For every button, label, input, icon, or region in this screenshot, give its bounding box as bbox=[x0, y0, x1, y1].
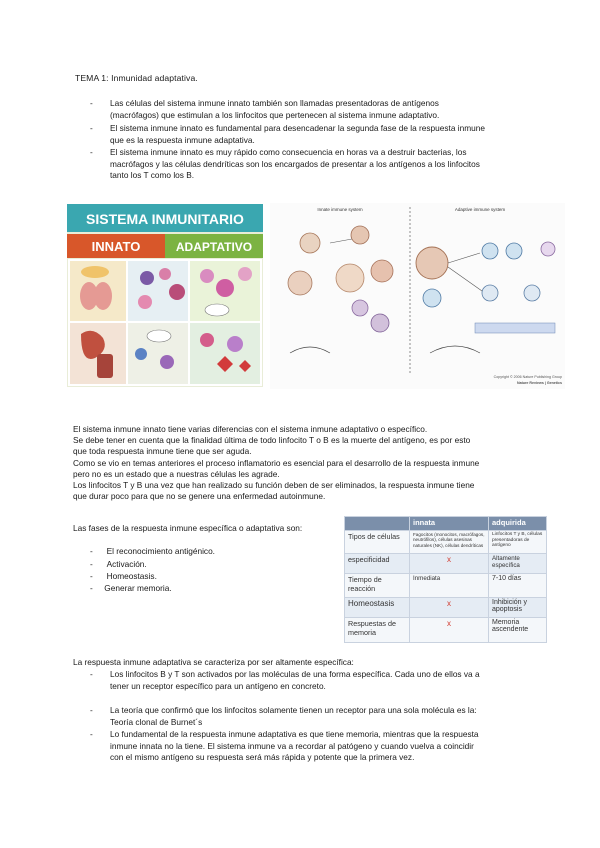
diagram-copyright: Copyright © 2006 Nature Publishing Group bbox=[493, 375, 562, 379]
bullet-dash: - bbox=[90, 705, 93, 715]
bullet-line: El sistema inmune innato es fundamental para desencadenar la segunda fase de la respuesta inmune bbox=[110, 123, 485, 133]
bullet-dash: - bbox=[90, 669, 93, 679]
table-row bbox=[345, 553, 547, 573]
immune-system-figure bbox=[67, 204, 263, 387]
bullet-line: Lo fundamental de la respuesta inmune adaptativa es que tiene memoria, mientras que la respuesta bbox=[110, 729, 479, 739]
phase-item: - Generar memoria. bbox=[90, 583, 172, 593]
final-bullet bbox=[90, 729, 530, 765]
intro-bullet bbox=[90, 123, 530, 147]
table-row-label: Tipos de células bbox=[345, 531, 410, 554]
bullet-line: Las células del sistema inmune innato también son llamadas presentadoras de antígenos bbox=[110, 98, 439, 108]
table-header-row bbox=[345, 517, 547, 531]
table-cell: Memoria ascendente bbox=[489, 618, 547, 643]
intro-bullet bbox=[90, 147, 530, 183]
paragraph-line: que durar poco para que no se genere una enfermedad autoinmune. bbox=[73, 491, 326, 502]
nature-diagram-illustration bbox=[270, 203, 565, 389]
bullet-line: El sistema inmune innato es muy rápido como consecuencia en horas va a destruir bacterias, los bbox=[110, 147, 467, 157]
table-header-cell bbox=[345, 517, 410, 531]
table-row-label: Respuestas de memoria bbox=[345, 618, 410, 643]
bullet-line: tener un receptor específico para un antígeno en concreto. bbox=[110, 680, 326, 691]
table-cell: Inmediata bbox=[410, 573, 489, 598]
paragraph-differences bbox=[73, 424, 533, 502]
cross-mark: x bbox=[410, 618, 489, 643]
paragraph-line: que toda respuesta inmune tiene que ser aguda. bbox=[73, 446, 252, 457]
table-cell: Linfocitos T y B, células presentadoras de antígeno bbox=[489, 531, 547, 554]
bullet-line: Los linfocitos B y T son activados por las moléculas de una forma específica. Cada uno de ellos va a bbox=[110, 669, 480, 679]
page-title: TEMA 1: Inmunidad adaptativa. bbox=[75, 73, 198, 83]
paragraph-line: pero no es un estado que a nuestras células les agrade. bbox=[73, 468, 280, 479]
table-row bbox=[345, 618, 547, 643]
paragraph-adaptive-intro: La respuesta inmune adaptativa se caracteriza por ser altamente específica: bbox=[73, 657, 354, 667]
table-row-label: especificidad bbox=[345, 553, 410, 573]
cross-mark: x bbox=[410, 598, 489, 618]
diagram-source: Nature Reviews | Genetics bbox=[517, 381, 562, 385]
figure-title: SISTEMA INMUNITARIO bbox=[86, 211, 244, 227]
bullet-dash: - bbox=[90, 147, 93, 157]
table-cell: Inhibición y apoptosis bbox=[489, 598, 547, 618]
table-header-cell: adquirida bbox=[489, 517, 547, 531]
table-cell: Fagocitos (monocitos, macrófagos, neutrófilos), células asesinas naturales (NK), células dendríticas bbox=[410, 531, 489, 554]
phase-item: - El reconocimiento antigénico. bbox=[90, 546, 215, 556]
innate-adaptive-diagram bbox=[270, 203, 565, 389]
innate-column-label: Innate immune system bbox=[317, 207, 363, 212]
phase-item: - Activación. bbox=[90, 559, 147, 569]
bullet-dash: - bbox=[90, 123, 93, 133]
bullet-line: Teoría clonal de Burnet´s bbox=[110, 716, 203, 727]
final-bullet bbox=[90, 705, 530, 729]
table-row-label: Tiempo de reacción bbox=[345, 573, 410, 598]
bullet-line: (macrófagos) que estimulan a los linfocitos que pertenecen al sistema inmune adaptativo. bbox=[110, 109, 440, 120]
bullet-line: macrófagos y las células dendríticas son los encargados de presentar a los antígenos a los linfocitos bbox=[110, 158, 480, 169]
bullet-dash: - bbox=[90, 729, 93, 739]
immune-system-illustration bbox=[67, 204, 263, 387]
table-header-cell: innata bbox=[410, 517, 489, 531]
adaptive-column-label: Adaptive immune system bbox=[454, 207, 506, 212]
cross-mark: x bbox=[410, 553, 489, 573]
final-bullet bbox=[90, 669, 530, 693]
paragraph-line: El sistema inmune innato tiene varias diferencias con el sistema inmune adaptativo o específico. bbox=[73, 424, 428, 434]
table-row bbox=[345, 531, 547, 554]
table-row-label: Homeostasis bbox=[345, 598, 410, 618]
table-row bbox=[345, 598, 547, 618]
innato-label: INNATO bbox=[91, 239, 141, 254]
phase-item: - Homeostasis. bbox=[90, 571, 157, 581]
paragraph-line: Los linfocitos T y B una vez que han realizado su función deben de ser eliminados, la respuesta inmune tiene bbox=[73, 480, 475, 491]
table-row bbox=[345, 573, 547, 598]
phases-intro: Las fases de la respuesta inmune específica o adaptativa son: bbox=[73, 523, 303, 533]
table-cell: Altamente específica bbox=[489, 553, 547, 573]
bullet-line: con el mismo antígeno su respuesta será más rápida y potente que la primera vez. bbox=[110, 752, 415, 763]
bullet-line: tanto los T como los B. bbox=[110, 170, 195, 181]
adaptativo-label: ADAPTATIVO bbox=[175, 240, 253, 254]
table-cell: 7-10 días bbox=[489, 573, 547, 598]
paragraph-line: Como se vio en temas anteriores el proceso inflamatorio es esencial para el desarrollo de la respuesta inmune bbox=[73, 457, 480, 468]
intro-bullet bbox=[90, 98, 530, 122]
paragraph-line: Se debe tener en cuenta que la finalidad última de todo linfocito T o B es la muerte del antígeno, es por esto bbox=[73, 435, 471, 446]
bullet-line: La teoría que confirmó que los linfocitos solamente tienen un receptor para una sola molécula es la: bbox=[110, 705, 477, 715]
bullet-line: inmune innata no la tiene. El sistema inmune va a recordar al patógeno y cuando vuelva a coincidir bbox=[110, 740, 474, 751]
bullet-line: que es la respuesta inmune adaptativa. bbox=[110, 134, 255, 145]
comparison-table bbox=[344, 516, 547, 643]
bullet-dash: - bbox=[90, 98, 93, 108]
